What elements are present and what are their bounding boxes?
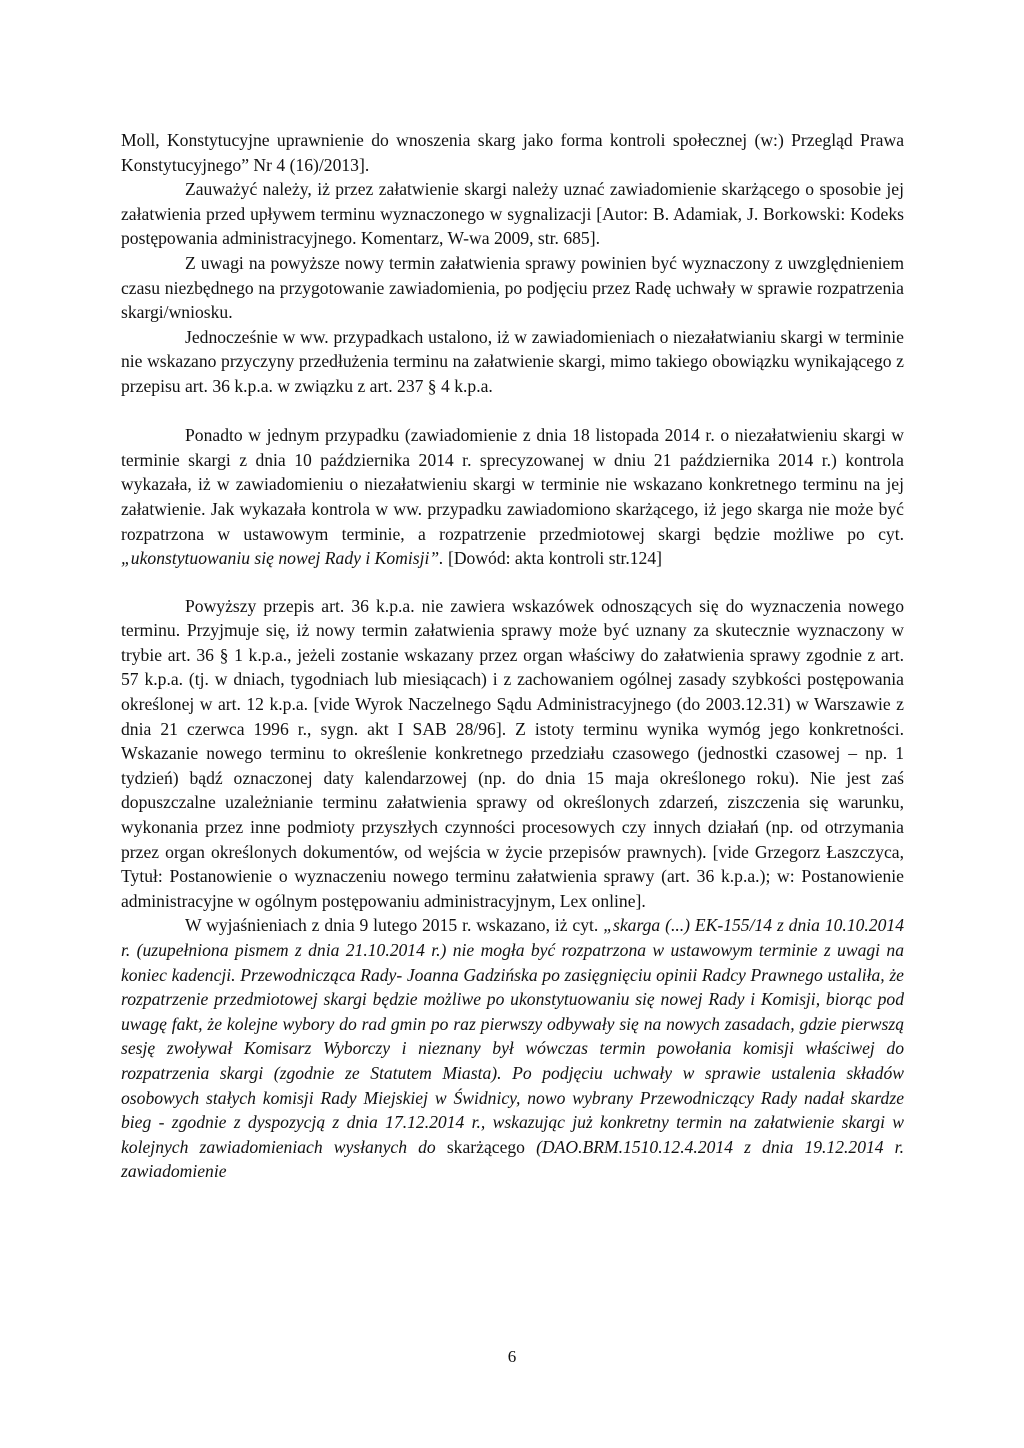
page-number: 6 (507, 1347, 517, 1366)
paragraph-3: Z uwagi na powyższe nowy termin załatwienia sprawy powinien być wyznaczony z uwzględnieniem czasu niezbędnego na przygotowanie zawiadomienia, po podjęciu przez Radę uchwały w sprawie rozpatrzenia skargi/wniosku. (121, 252, 904, 323)
paragraph-1: Moll, Konstytucyjne uprawnienie do wnoszenia skarg jako forma kontroli społecznej (w:) Przegląd Prawa Konstytucyjnego” Nr 4 (16)/2013]. (121, 130, 904, 175)
document-page (121, 128, 904, 1184)
paragraph-4: Jednocześnie w ww. przypadkach ustalono, iż w zawiadomieniach o niezałatwianiu skargi w terminie nie wskazano przyczyny przedłużenia terminu na załatwienie skargi, mimo takiego obowiązku wynikającego z przepisu art. 36 k.p.a. w związku z art. 237 § 4 k.p.a. (121, 326, 904, 396)
quote-ukonstytuowanie: „ukonstytuowaniu się nowej Rady i Komisji”. (121, 548, 444, 569)
evidence-reference: [Dowód: akta kontroli str.124] (443, 548, 662, 569)
paragraph-6: Powyższy przepis art. 36 k.p.a. nie zawiera wskazówek odnoszących się do wyznaczenia nowego terminu. Przyjmuje się, iż nowy termin załatwienia sprawy może być uznany za skutecznie wyznaczony w trybie art. 36 § 1 k.p.a., jeżeli zostanie wskazany przez organ właściwy do załatwienia sprawy zgodnie z art. 57 k.p.a. (tj. w dniach, tygodniach lub miesiącach) i z zachowaniem ogólnej zasady szybkości postępowania określonej w art. 12 k.p.a. [vide Wyrok Naczelnego Sądu Administracyjnego (do 2003.12.31) w Warszawie z dnia 21 czerwca 1996 r., sygn. akt I SAB 28/96]. Z istoty terminu wynika wymóg jego konkretności. Wskazanie nowego terminu to określenie konkretnego przedziału czasowego (jednostki czasowej – np. 1 tydzień) bądź oznaczonej daty kalendarzowej (np. do dnia 15 maja określonego roku). Nie jest zaś dopuszczalne uzależnianie terminu załatwienia sprawy od określonych zdarzeń, ziszczenia się warunku, wykonania przez inne podmioty przyszłych czynności procesowych czy innych działań (np. od otrzymania przez organ określonych dokumentów, od wejścia w życie przepisów prawnych). [vide Grzegorz Łaszczyca, Tytuł: Postanowienie o wyznaczeniu nowego terminu załatwienia sprawy (art. 36 k.p.a.); w: Postanowienie administracyjne w ogólnym postępowaniu administracyjnym, Lex online]. (121, 595, 904, 911)
paragraph-5 (121, 423, 904, 571)
paragraph-5-text: Ponadto w jednym przypadku (zawiadomienie z dnia 18 listopada 2014 r. o niezałatwieniu skargi w terminie skargi z dnia 10 października 2014 r. sprecyzowanej w dniu 21 października 2014 r.) kontrola wykazała, iż w zawiadomieniu o niezałatwieniu skargi w terminie nie wskazano konkretnego terminu na jej załatwienie. Jak wykazała kontrola w ww. przypadku zawiadomiono skarżącego, iż jego skarga nie może być rozpatrzona w ustawowym terminie, a rozpatrzenie przedmiotowej skargi będzie możliwe po cyt. (121, 425, 904, 544)
quote-tail: (DAO.BRM.1510.12.4.2014 z dnia 19.12.2014 r. zawiadomienie (121, 1136, 904, 1182)
paragraph-2: Zauważyć należy, iż przez załatwienie skargi należy uznać zawiadomienie skarżącego o sposobie jej załatwienia przed upływem terminu wyznaczonego w sygnalizacji [Autor: B. Adamiak, J. Borkowski: Kodeks postępowania administracyjnego. Komentarz, W-wa 2009, str. 685]. (121, 179, 904, 249)
quote-plain-word: skarżącego (435, 1136, 537, 1157)
quote-explanations: „skarga (...) EK-155/14 z dnia 10.10.2014 r. (uzupełniona pismem z dnia 21.10.2014 r.) nie mogła być rozpatrzona w ustawowym terminie z uwagi na koniec kadencji. Przewodnicząca Rady- Joanna Gadzińska po zasięgnięciu opinii Radcy Prawnego ustaliła, że rozpatrzenie przedmiotowej skargi będzie możliwe po ukonstytuowaniu się nowej Rady i Komisji, biorąc pod uwagę fakt, że kolejne wybory do rad gmin po raz pierwszy odbywały się na nowych zasadach, gdzie pierwszą sesję zwoływał Komisarz Wyborczy i nieznany był wówczas termin powołania komisji właściwej do rozpatrzenia skargi (zgodnie ze Statutem Miasta). Po podjęciu uchwały w sprawie ustalenia składów osobowych stałych komisji Rady Miejskiej w Świdnicy, nowo wybrany Przewodniczący Rady nadał skardze bieg - zgodnie z dyspozycją z dnia 17.12.2014 r., wskazując już konkretny termin na załatwienie skargi w kolejnych zawiadomieniach wysłanych do (121, 915, 904, 1157)
paragraph-7-lead: W wyjaśnieniach z dnia 9 lutego 2015 r. wskazano, iż cyt. (185, 915, 599, 936)
paragraph-7 (121, 913, 904, 1184)
